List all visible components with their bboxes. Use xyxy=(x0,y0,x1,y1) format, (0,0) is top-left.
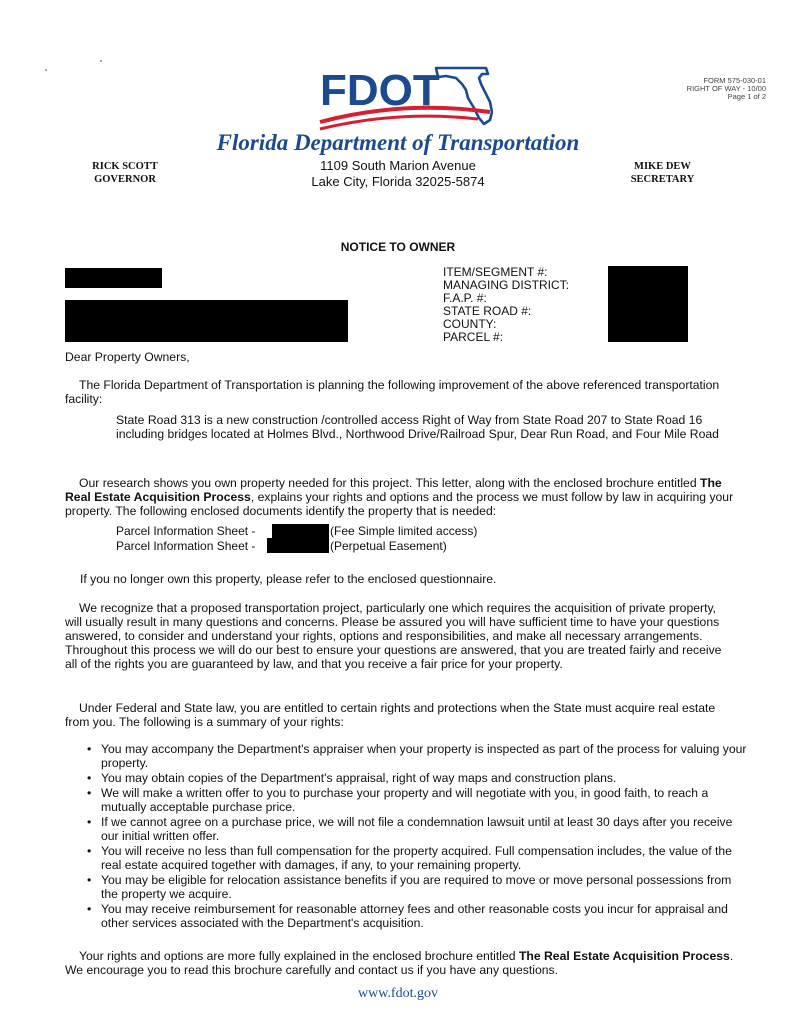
research-text-a: Our research shows you own property needed for this project. This letter, along with the enclosed brochure entitled xyxy=(79,476,697,490)
redacted-parcel-info xyxy=(608,266,688,342)
address-line-1: 1109 South Marion Avenue xyxy=(320,158,476,173)
fdot-logo xyxy=(318,64,493,136)
redacted-parcel-number xyxy=(272,524,329,538)
list-item: • You will receive no less than full compensation for the property acquired. Full compensation includes, the value of the real estate acquired together with damages, if any, to your remaining property. xyxy=(87,844,732,872)
paragraph-rights-intro: Under Federal and State law, you are entitled to certain rights and protections when the State must acquire real estate from you. The following is a summary of your rights: xyxy=(65,701,716,729)
scan-speck xyxy=(45,69,47,71)
label-item-segment: ITEM/SEGMENT #: xyxy=(443,265,548,279)
redacted-owner-address xyxy=(65,300,348,342)
governor-title: GOVERNOR xyxy=(94,174,156,185)
list-item: • We will make a written offer to you to purchase your property and will negotiate with you, in good faith, to reach a mutually acceptable purchase price. xyxy=(87,786,709,814)
label-state-road: STATE ROAD #: xyxy=(443,304,532,318)
form-revision: RIGHT OF WAY - 10/00 xyxy=(686,84,766,93)
label-managing-district: MANAGING DISTRICT: xyxy=(443,278,570,292)
closing-text-b: . We encourage you to read this brochure carefully and contact us if you have any questions. xyxy=(65,949,734,977)
secretary-title: SECRETARY xyxy=(630,174,695,185)
brochure-title: The Real Estate Acquisition Process xyxy=(65,476,722,504)
governor-name: RICK SCOTT xyxy=(92,161,158,172)
list-item: • You may obtain copies of the Department's appraisal, right of way maps and construction plans. xyxy=(87,771,617,785)
redacted-owner-name xyxy=(65,268,162,288)
parcel-sheet-2-type: (Perpetual Easement) xyxy=(330,539,447,553)
parcel-sheet-1 xyxy=(116,524,255,538)
brochure-title-1: The Real Estate Acquisition xyxy=(518,949,679,963)
parcel-sheet-2 xyxy=(116,539,255,553)
address-line-2: Lake City, Florida 32025-5874 xyxy=(311,174,485,189)
brochure-title-2: Process xyxy=(682,949,730,963)
label-county: COUNTY: xyxy=(443,317,497,331)
parcel-labels xyxy=(443,266,569,344)
department-name: Florida Department of Transportation xyxy=(216,130,580,155)
parcel-sheet-1-type: (Fee Simple limited access) xyxy=(330,524,478,538)
parcel-sheet-label: Parcel Information Sheet - xyxy=(116,539,256,553)
rights-list xyxy=(70,742,747,931)
notice-title: NOTICE TO OWNER xyxy=(340,240,456,254)
project-description: State Road 313 is a new construction /controlled access Right of Way from State Road 207 to State Road 16 including bridges located at Holmes Blvd., Northwood Drive/Railroad Spur, Dear Run Road, and Four Mile Road xyxy=(116,413,719,441)
label-fap: F.A.P. #: xyxy=(443,291,487,305)
closing-text-a: Your rights and options are more fully explained in the enclosed brochure entitled xyxy=(79,949,516,963)
label-parcel: PARCEL #: xyxy=(443,330,504,344)
salutation: Dear Property Owners, xyxy=(65,350,190,364)
research-text-b: , explains your rights and options and the process we must follow by law in acquiring your property. The following enclosed documents identify the property that is needed: xyxy=(65,490,734,518)
list-item: • You may be eligible for relocation assistance benefits if you are required to move or move personal possessions from the property we acquire. xyxy=(87,873,732,901)
list-item: • If we cannot agree on a purchase price, we will not file a condemnation lawsuit until at least 30 days after you receive our initial written offer. xyxy=(87,815,733,843)
form-number: FORM 575-030-01 xyxy=(703,76,766,85)
scan-speck xyxy=(100,60,102,62)
list-item: • You may accompany the Department's appraiser when your property is inspected as part of the process for valuing your property. xyxy=(87,742,747,770)
redacted-parcel-number xyxy=(267,538,329,553)
form-info xyxy=(687,77,766,101)
secretary-name: MIKE DEW xyxy=(634,161,691,172)
paragraph-closing xyxy=(65,949,735,977)
page-indicator: Page 1 of 2 xyxy=(727,92,766,101)
paragraph-research xyxy=(65,476,735,518)
parcel-sheet-label: Parcel Information Sheet - xyxy=(116,524,256,538)
paragraph-recognize: We recognize that a proposed transportation project, particularly one which requires the acquisition of private property, will usually result in many questions and concerns. Please be assured you will have sufficient time to have your questions answered, to consider and understand your rights, options and responsibilities, and make all necessary arrangements. Throughout this process we will do our best to ensure your questions are answered, that you are treated fairly and receive all of the rights you are guaranteed by law, and that you receive a fair price for your property. xyxy=(65,601,722,671)
paragraph-questionnaire: If you no longer own this property, please refer to the enclosed questionnaire. xyxy=(80,572,497,586)
governor-block xyxy=(70,160,180,186)
footer-website-link[interactable]: www.fdot.gov xyxy=(358,986,438,1001)
paragraph-intro: The Florida Department of Transportation is planning the following improvement of the above referenced transportation facility: xyxy=(65,378,720,406)
logo-wordmark: FDOT xyxy=(320,66,440,115)
list-item: • You may receive reimbursement for reasonable attorney fees and other reasonable costs you incur for appraisal and other services associated with the Department's acquisition. xyxy=(87,902,728,930)
secretary-block xyxy=(610,160,715,186)
